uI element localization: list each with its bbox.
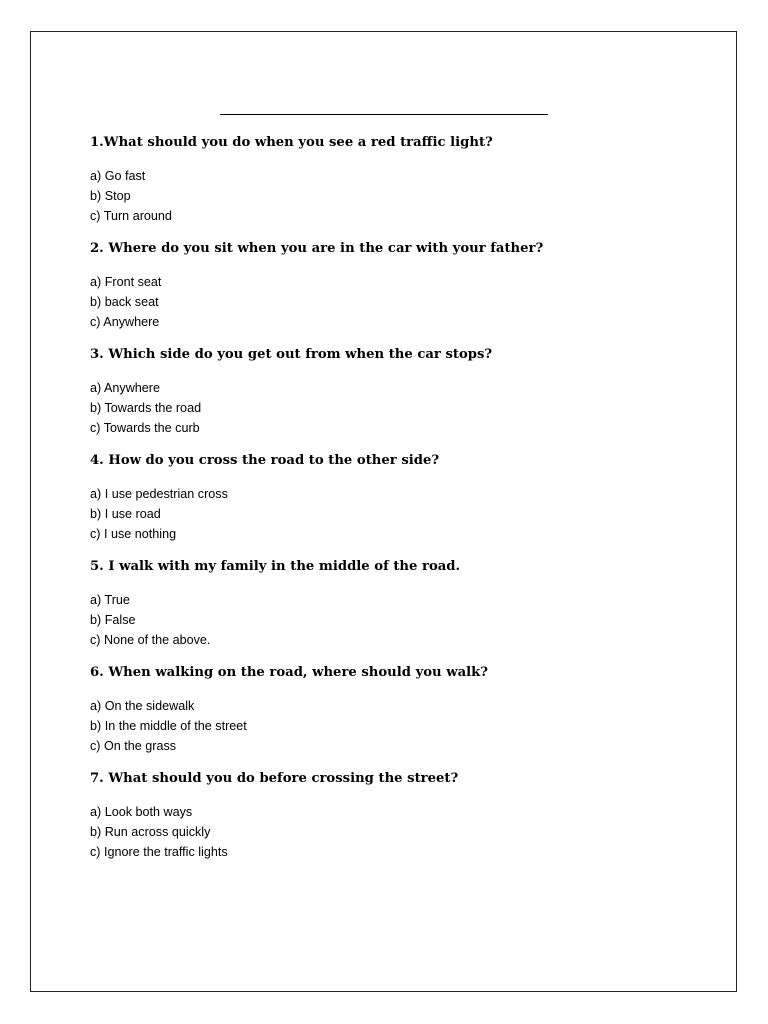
option-b: b) False bbox=[90, 613, 136, 627]
answer-options bbox=[90, 378, 710, 438]
question-text: 2. Where do you sit when you are in the car with your father? bbox=[90, 241, 544, 256]
title-blank-line bbox=[220, 114, 548, 115]
option-c: c) Ignore the traffic lights bbox=[90, 845, 228, 859]
option-a: a) I use pedestrian cross bbox=[90, 487, 228, 501]
answer-options bbox=[90, 166, 710, 226]
answer-options bbox=[90, 590, 710, 650]
answer-options bbox=[90, 484, 710, 544]
question-2 bbox=[90, 239, 710, 332]
answer-options bbox=[90, 696, 710, 756]
quiz-questions bbox=[90, 133, 710, 875]
question-1 bbox=[90, 133, 710, 226]
option-a: a) True bbox=[90, 593, 130, 607]
question-3 bbox=[90, 345, 710, 438]
question-text: 1.What should you do when you see a red traffic light? bbox=[90, 135, 493, 150]
option-c: c) Towards the curb bbox=[90, 421, 200, 435]
option-a: a) Front seat bbox=[90, 275, 162, 289]
question-text: 4. How do you cross the road to the other side? bbox=[90, 453, 440, 468]
option-c: c) On the grass bbox=[90, 739, 177, 753]
option-b: b) I use road bbox=[90, 507, 161, 521]
question-text: 3. Which side do you get out from when the car stops? bbox=[90, 347, 493, 362]
option-a: a) Anywhere bbox=[90, 381, 161, 395]
option-c: c) I use nothing bbox=[90, 527, 177, 541]
answer-options bbox=[90, 802, 710, 862]
option-a: a) Go fast bbox=[90, 169, 146, 183]
answer-options bbox=[90, 272, 710, 332]
question-text: 6. When walking on the road, where should you walk? bbox=[90, 665, 488, 680]
question-6 bbox=[90, 663, 710, 756]
question-7 bbox=[90, 769, 710, 862]
question-5 bbox=[90, 557, 710, 650]
option-c: c) Turn around bbox=[90, 209, 172, 223]
option-a: a) Look both ways bbox=[90, 805, 193, 819]
question-4 bbox=[90, 451, 710, 544]
option-a: a) On the sidewalk bbox=[90, 699, 195, 713]
option-b: b) back seat bbox=[90, 295, 159, 309]
option-b: b) In the middle of the street bbox=[90, 719, 247, 733]
option-b: b) Run across quickly bbox=[90, 825, 211, 839]
question-text: 7. What should you do before crossing the street? bbox=[90, 771, 459, 786]
option-c: c) Anywhere bbox=[90, 315, 160, 329]
option-b: b) Towards the road bbox=[90, 401, 202, 415]
option-c: c) None of the above. bbox=[90, 633, 211, 647]
option-b: b) Stop bbox=[90, 189, 131, 203]
question-text: 5. I walk with my family in the middle of the road. bbox=[90, 559, 461, 574]
